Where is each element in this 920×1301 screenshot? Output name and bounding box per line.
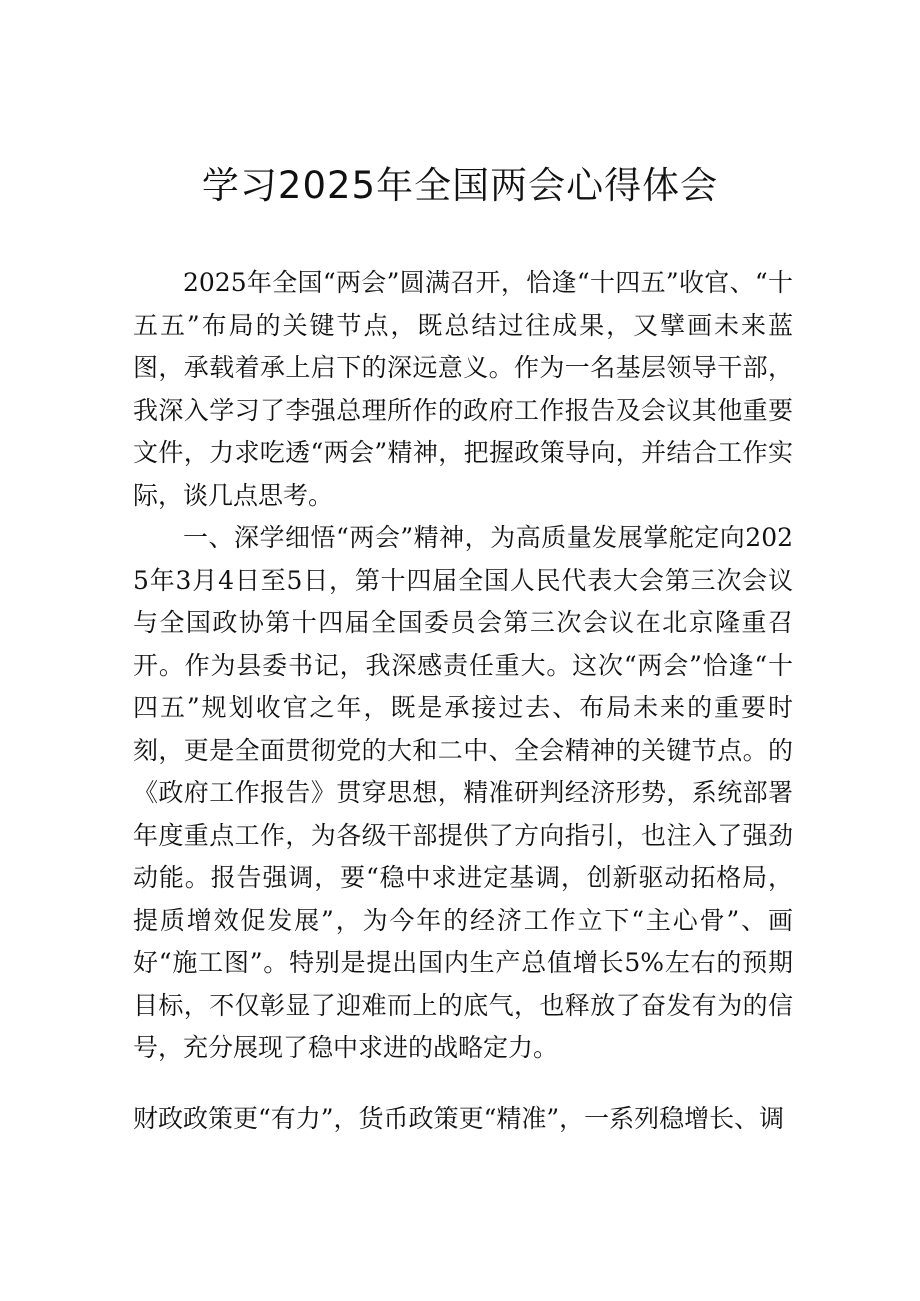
document-title: 学习2025年全国两会心得体会: [201, 164, 719, 207]
paragraph-intro: 2025年全国“两会”圆满召开，恰逢“十四五”收官、“十五五”布局的关键节点，既总结过往成果，又擘画未来蓝图，承载着承上启下的深远意义。作为一名基层领导干部，我深入学习了李强总理所作的政府工作报告及会议其他重要文件，力求吃透“两会”精神，把握政策导向，并结合工作实际，谈几点思考。: [133, 268, 793, 510]
paragraph-policy: 财政政策更“有力”，货币政策更“精准”，一系列稳增长、调: [133, 1104, 785, 1133]
paragraph-section-one: 一、深学细悟“两会”精神，为高质量发展掌舵定向2025年3月4日至5日，第十四届全国人民代表大会第三次会议与全国政协第十四届全国委员会第三次会议在北京隆重召开。作为县委书记，我深感责任重大。这次“两会”恰逢“十四五”规划收官之年，既是承接过去、布局未来的重要时刻，更是全面贯彻党的大和二中、全会精神的关键节点。的《政府工作报告》贯穿思想，精准研判经济形势，系统部署年度重点工作，为各级干部提供了方向指引，也注入了强劲动能。报告强调，要“稳中求进定基调，创新驱动拓格局，提质增效促发展”，为今年的经济工作立下“主心骨”、画好“施工图”。特别是提出国内生产总值增长5%左右的预期目标，不仅彰显了迎难而上的底气，也释放了奋发有为的信号，充分展现了稳中求进的战略定力。: [133, 523, 793, 1062]
